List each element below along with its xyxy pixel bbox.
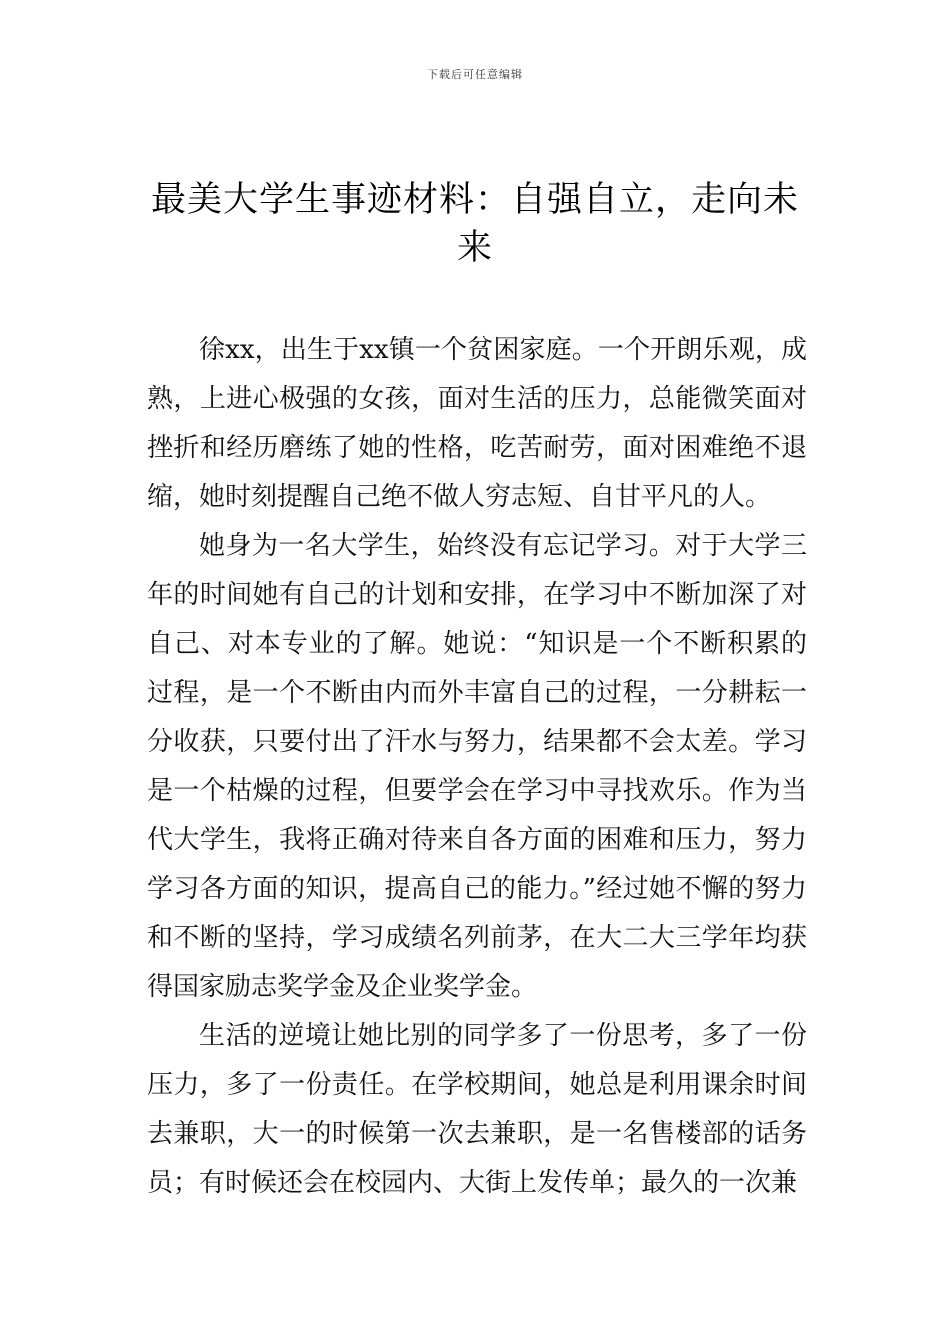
paragraph-2: 她身为一名大学生，始终没有忘记学习。对于大学三年的时间她有自己的计划和安排，在学习中不断加深了对自己、对本专业的了解。她说：“知识是一个不断积累的过程，是一个不断由内而外丰富自己的过程，一分耕耘一分收获，只要付出了汗水与努力，结果都不会太差。学习是一个枯燥的过程，但要学会在学习中寻找欢乐。作为当代大学生，我将正确对待来自各方面的困难和压力，努力学习各方面的知识，提高自己的能力。”经过她不懈的努力和不断的坚持，学习成绩名列前茅，在大二大三学年均获得国家励志奖学金及企业奖学金。 <box>147 531 807 1002</box>
document-body <box>147 326 807 1208</box>
paragraph-1: 徐xx，出生于xx镇一个贫困家庭。一个开朗乐观，成熟，上进心极强的女孩，面对生活的压力，总能微笑面对挫折和经历磨练了她的性格，吃苦耐劳，面对困难绝不退缩，她时刻提醒自己绝不做人穷志短、自甘平凡的人。 <box>147 335 807 512</box>
header-note: 下载后可任意编辑 <box>427 68 523 81</box>
paragraph-3: 生活的逆境让她比别的同学多了一份思考，多了一份压力，多了一份责任。在学校期间，她总是利用课余时间去兼职，大一的时候第一次去兼职，是一名售楼部的话务员；有时候还会在校园内、大街上发传单；最久的一次兼 <box>147 1021 807 1198</box>
document-title: 最美大学生事迹材料：自强自立，走向未来 <box>150 180 799 268</box>
